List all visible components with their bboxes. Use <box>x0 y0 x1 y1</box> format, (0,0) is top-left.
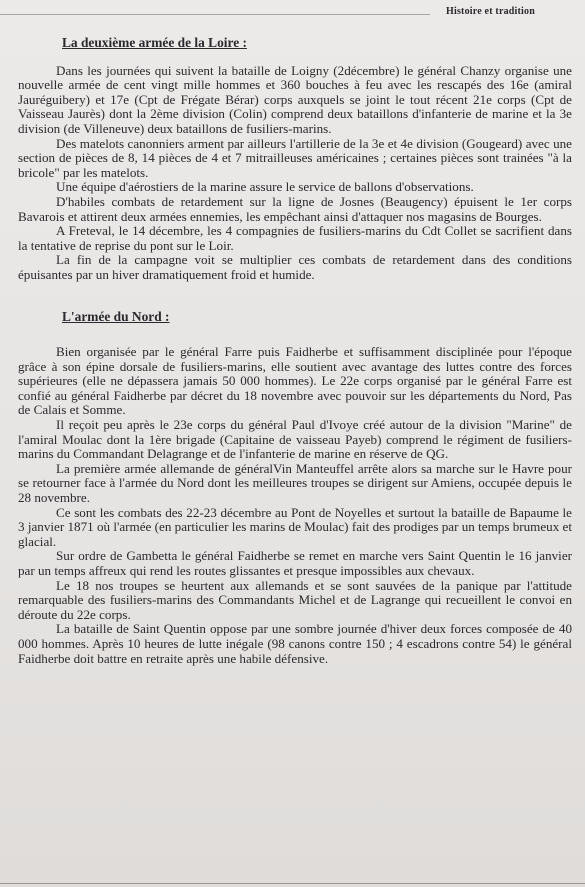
paragraph: Des matelots canonniers arment par ailleurs l'artillerie de la 3e et 4e division (Gougeard) avec une section de pièces de 8, 14 pièces de 4 et 7 mitrailleuses américaines ; certaines pièces sont trainées "à la bricole" par les matelots. <box>18 135 572 180</box>
paragraph: Le 18 nos troupes se heurtent aux allemands et se sont sauvées de la panique par l'attitude remarquable des fusiliers-marins des Commandants Michel et de Lagrange qui recueillent le convoi en déroute du 22e corps. <box>18 577 572 622</box>
paragraph: La bataille de Saint Quentin oppose par une sombre journée d'hiver deux forces composée de 40 000 hommes. Après 10 heures de lutte inégale (98 canons contre 150 ; 4 escadrons contre 54) le général Faidherbe doit battre en retraite après une habile défensive. <box>18 621 572 666</box>
footer-rule <box>0 883 585 884</box>
section-heading-nord: L'armée du Nord : <box>62 308 170 324</box>
article-body <box>18 36 572 666</box>
paragraph: Ce sont les combats des 22-23 décembre au Pont de Noyelles et surtout la bataille de Bapaume le 3 janvier 1871 où l'armée (en particulier les marins de Moulac) fait des prodiges par un temps brumeux et glacial. <box>18 504 572 549</box>
paragraph: Dans les journées qui suivent la bataille de Loigny (2décembre) le général Chanzy organise une nouvelle armée de cent vingt mille hommes et 360 bouches à feu avec les rescapés des 16e (amiral Jauréguibery) et 17e (Cpt de Frégate Bérar) corps auxquels se joint le tout récent 21e corps (Cpt de Vaisseau Jaurès) dont la 2ème division (Colin) comprend deux bataillons d'infanterie de marine et la 3e division (de Villeneuve) deux bataillons de fusiliers-marins. <box>18 62 572 136</box>
paragraph: La fin de la campagne voit se multiplier ces combats de retardement dans des conditions épuisantes par un hiver dramatiquement froid et humide. <box>18 252 572 282</box>
paragraph: Bien organisée par le général Farre puis Faidherbe et suffisamment disciplinée pour l'époque grâce à son épine dorsale de fusiliers-marins, elle soutient avec avantage des luttes contre des forces supérieures (elle ne dépassera jamais 50 000 hommes). Le 22e corps organisé par le général Farre est confié au général Faidherbe par décret du 18 novembre avec pouvoir sur les départements du Nord, Pas de Calais et Somme. <box>18 344 572 418</box>
section-heading-loire: La deuxième armée de la Loire : <box>62 35 247 50</box>
paragraph: Une équipe d'aérostiers de la marine assure le service de ballons d'observations. <box>56 179 474 195</box>
paragraph: Sur ordre de Gambetta le général Faidherbe se remet en marche vers Saint Quentin le 16 janvier par un temps affreux qui rend les routes glissantes et presque impossibles aux chevaux. <box>18 548 572 578</box>
running-head: Histoire et tradition <box>446 6 535 17</box>
paragraph: D'habiles combats de retardement sur la ligne de Josnes (Beaugency) épuisent le 1er corps Bavarois et attirent deux armées ennemies, les empêchant ainsi d'attaquer nos magasins de Bourges. <box>18 193 572 224</box>
paragraph: La première armée allemande de généralVin Manteuffel arrête alors sa marche sur le Havre pour se retourner face à l'armée du Nord dont les meilleures troupes se dirigent sur Amiens, occupée depuis le 28 novembre. <box>18 460 572 506</box>
header-rule <box>0 14 430 15</box>
paragraph: Il reçoit peu après le 23e corps du général Paul d'Ivoye créé autour de la division "Marine" de l'amiral Moulac dont la 1ère brigade (Capitaine de vaisseau Payeb) comprend le régiment de fusiliers-marins du Commandant Delagrange et de l'infanterie de marine en réserve de QG. <box>18 417 572 462</box>
paragraph: A Freteval, le 14 décembre, les 4 compagnies de fusiliers-marins du Cdt Collet se sacrifient dans la tentative de reprise du pont sur le Loir. <box>18 223 572 253</box>
